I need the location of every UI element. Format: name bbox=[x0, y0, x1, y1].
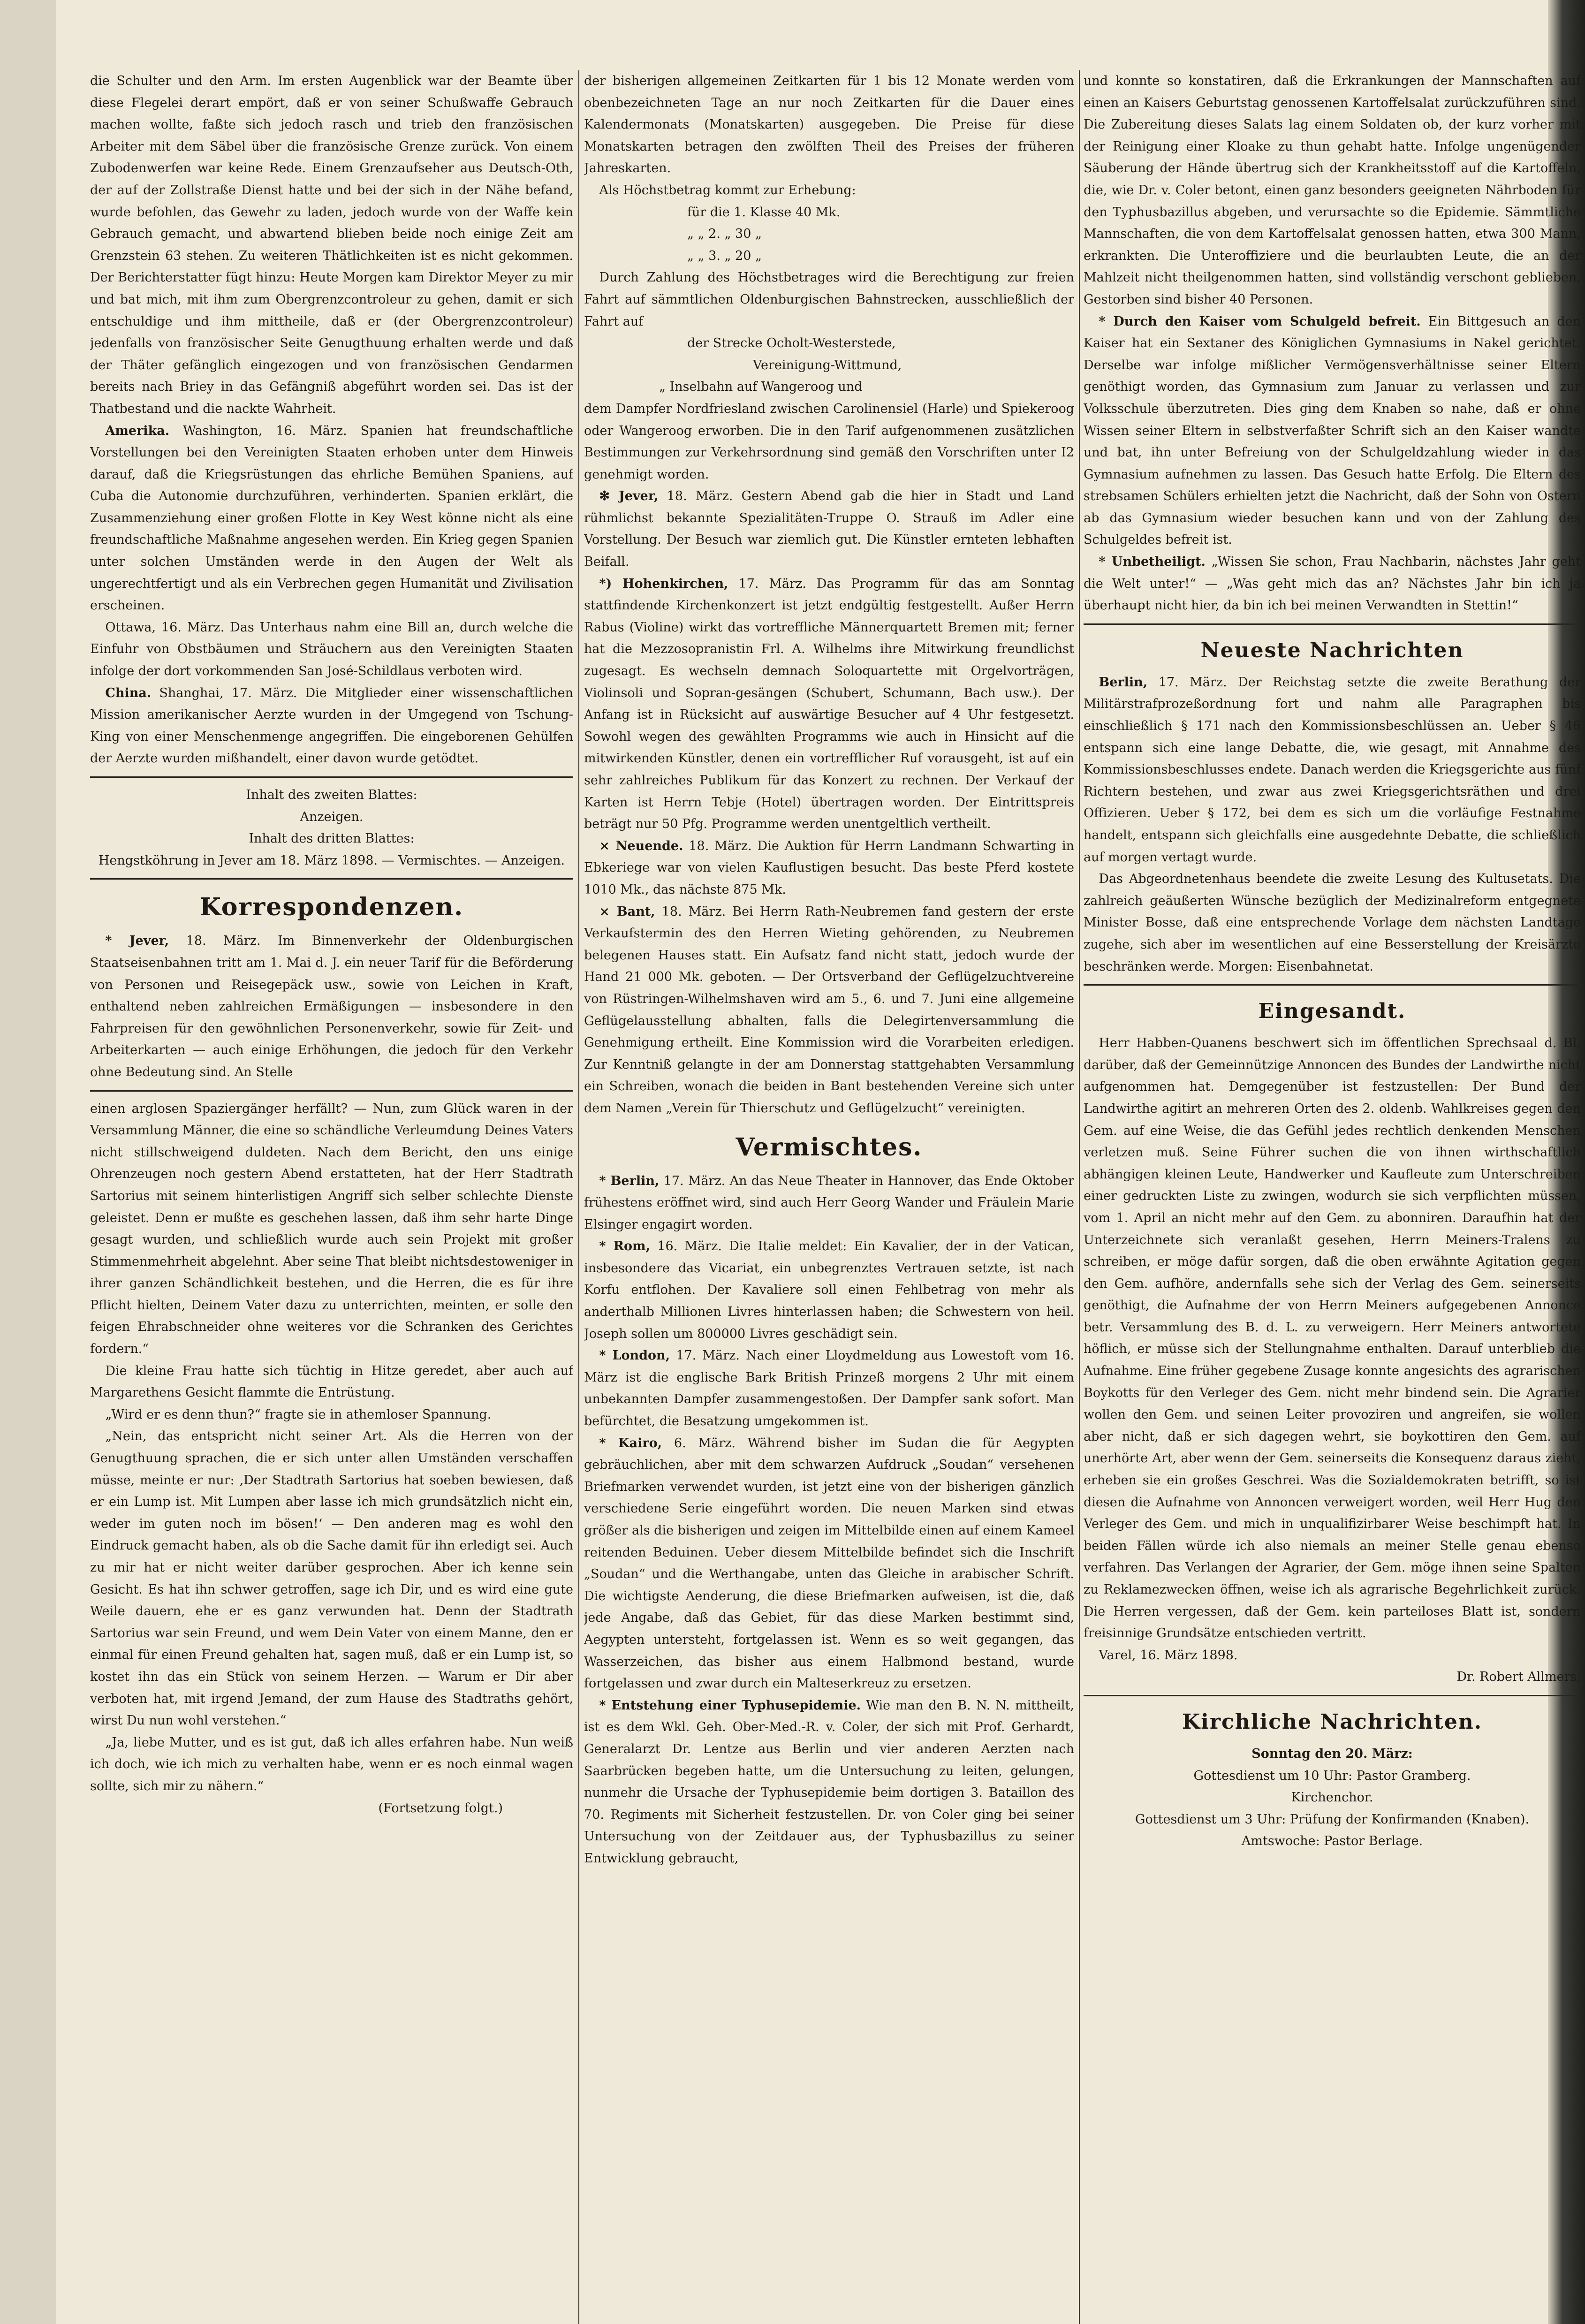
service-line: Amtswoche: Pastor Berlage. bbox=[1241, 1834, 1423, 1849]
article-neuende bbox=[584, 835, 1074, 901]
divider bbox=[90, 776, 573, 778]
route-row: Vereinigung-Wittmund, bbox=[753, 357, 902, 372]
contents-title: Inhalt des zweiten Blattes: bbox=[246, 788, 417, 802]
article-heading: * Berlin, bbox=[599, 1173, 660, 1188]
article-heading: Berlin, bbox=[1099, 675, 1148, 690]
article-text: 18. März. Gestern Abend gab die hier in Stadt und Land rühmlichst bekannte Spezialitäten-Truppe O. Strauß im Adler eine Vorstellung. Der Besuch war ziemlich gut. Die Künstler ernteten lebhaften Beifall. bbox=[584, 489, 1074, 570]
article-jever bbox=[90, 930, 573, 1083]
article-text: Ein Bittgesuch an den Kaiser hat ein Sextaner des Königlichen Gymnasiums in Nakel gerichtet. Derselbe war infolge mißlicher Vermögensverhältnisse seiner Eltern genöthigt worden, das Gymnasium zum Januar zu verlassen und zur Volksschule überzutreten. Dies ging dem Knaben so nahe, daß er ohne Wissen seiner Eltern in selbstverfaßter Schrift sich an den Kaiser wandte und bat, ihn unter Befreiung von der Schulgeldzahlung wieder in das Gymnasium aufnehmen zu lassen. Das Gesuch hatte Erfolg. Die Eltern des strebsamen Schülers erhielten jetzt die Nachricht, daß der Sohn von Ostern ab das Gymnasium wieder besuchen kann und von der Zahlung des Schulgeldes befreit ist. bbox=[1084, 314, 1581, 547]
section-title-eingesandt: Eingesandt. bbox=[1258, 999, 1406, 1024]
column-rule bbox=[1079, 70, 1080, 2324]
article-text: 17. März. Das Programm für das am Sonntag stattfindende Kirchenkonzert ist jetzt endgültig festgestellt. Außer Herrn Rabus (Violine) wirkt das vortreffliche Männerquartett Bremen mit; ferner hat die Mezzosopranistin Frl. A. Wilhelms ihre Mitwirkung freundlichst zugesagt. Es wechseln demnach Soloquartette mit Orgelvorträgen, Violinsoli und Sopran-gesängen (Schubert, Schumann, Bach usw.). Der Anfang ist in Rücksicht auf auswärtige Besucher auf 4 Uhr festgesetzt. Sowohl wegen des gewählten Programms wie auch in Hinsicht auf die mitwirkenden Künstler, denen ein vortrefflicher Ruf vorausgeht, ist auf ein sehr zahlreiches Publikum für das Konzert zu rechnen. Der Verkauf der Karten ist Herrn Tebje (Hotel) übertragen worden. Der Eintrittspreis beträgt nur 50 Pfg. Programme werden unentgeltlich vertheilt. bbox=[584, 576, 1074, 832]
fare-table bbox=[584, 202, 1074, 267]
article-hohenkirchen bbox=[584, 573, 1074, 835]
article-kaiser bbox=[1084, 311, 1581, 552]
article-jever-2 bbox=[584, 486, 1074, 573]
divider bbox=[1084, 1695, 1581, 1696]
article-text: Als Höchstbetrag kommt zur Erhebung: bbox=[599, 182, 856, 197]
article-text: Durch Zahlung des Höchstbetrages wird die Berechtigung zur freien Fahrt auf sämmtlichen Oldenburgischen Bahnstrecken, ausschließlich der Fahrt auf bbox=[584, 270, 1074, 329]
section-title-vermischtes: Vermischtes. bbox=[736, 1132, 923, 1162]
article-heading: * Unbetheiligt. bbox=[1099, 554, 1206, 570]
article-text: und konnte so konstatiren, daß die Erkrankungen der Mannschaften auf einen an Kaisers Geburtstag genossenen Kartoffelsalat zurückzuführen sind. Die Zubereitung dieses Salats lag einem Soldaten ob, der kurz vorher mit der Reinigung einer Kloake zu thun gehabt hatte. Infolge ungenügender Säuberung der Hände übertrug sich der Krankheitsstoff auf die Kartoffeln, die, wie Dr. v. Coler betont, einen ganz besonders geeigneten Nährboden für den Typhusbazillus abgeben, und verursachte so die Epidemie. Sämmtliche Mannschaften, die von dem Kartoffelsalat genossen hatten, etwa 300 Mann, erkrankten. Die Unteroffiziere und die beurlaubten Leute, die an der Mahlzeit nicht theilgenommen hatten, sind vollständig verschont geblieben. Gestorben sind bisher 40 Personen. bbox=[1084, 74, 1581, 307]
article-text: 17. März. Nach einer Lloydmeldung aus Lowestoft vom 16. März ist die englische Bark British Prinzeß morgens 2 Uhr mit einem unbekannten Dampfer zusammengestoßen. Der Dampfer sank sofort. Man befürchtet, die Besatzung umgekommen ist. bbox=[584, 1348, 1074, 1429]
article-amerika bbox=[90, 420, 573, 617]
article-heading: * London, bbox=[599, 1348, 670, 1363]
article-heading: ⨯ Neuende. bbox=[599, 838, 683, 853]
article-text: Das Abgeordnetenhaus beendete die zweite Lesung des Kultusetats. Die zahlreich geäußerten Wünsche bezüglich der Medizinalreform entgegnete Minister Bosse, daß eine entsprechende Vorlage dem nächsten Landtage zugehe, sich aber im wesentlichen auf eine Besserstellung der Kreisärzte beschränken werde. Morgen: Eisenbahnetat. bbox=[1084, 872, 1581, 974]
serial-text: „Wird er es denn thun?“ fragte sie in athemloser Spannung. bbox=[105, 1407, 492, 1422]
service-date: Sonntag den 20. März: bbox=[1251, 1746, 1413, 1761]
fare-row: „ „ 3. „ 20 „ bbox=[687, 248, 762, 263]
article-london bbox=[584, 1345, 1074, 1432]
serial-text: Die kleine Frau hatte sich tüchtig in Hitze geredet, aber auch auf Margarethens Gesicht flammte die Entrüstung. bbox=[90, 1363, 573, 1400]
article-heading: * Rom, bbox=[599, 1239, 650, 1254]
article-heading: ✻ Jever, bbox=[599, 489, 659, 504]
article-berlin-news bbox=[1084, 672, 1581, 868]
route-row: „ Inselbahn auf Wangeroog und bbox=[659, 380, 863, 395]
article-text: Ottawa, 16. März. Das Unterhaus nahm eine Bill an, durch welche die Einfuhr von Obstbäumen und Sträuchern aus den Vereinigten Staaten infolge der dort vorkommenden San José-Schildlaus verboten wird. bbox=[90, 620, 573, 679]
divider bbox=[1084, 623, 1581, 625]
article-text: 16. März. Die Italie meldet: Ein Kavalier, der in der Vatican, insbesondere das Vicariat, ein unbegrenztes Vertrauen setzte, ist nach Korfu entflohen. Der Kavaliere soll einen Fehlbetrag von mehr als anderthalb Millionen Livres hinterlassen haben; die Schwestern von heil. Joseph sollen um 800000 Livres geschädigt sein. bbox=[584, 1239, 1074, 1341]
section-title-kirchliche: Kirchliche Nachrichten. bbox=[1182, 1709, 1483, 1734]
divider bbox=[90, 1090, 573, 1092]
article-kairo bbox=[584, 1433, 1074, 1695]
divider bbox=[90, 878, 573, 880]
article-unbetheiligt bbox=[1084, 551, 1581, 617]
article-heading: ⨯ Bant, bbox=[599, 904, 655, 919]
service-line: Gottesdienst um 10 Uhr: Pastor Gramberg. bbox=[1193, 1768, 1471, 1783]
article-text: 18. März. Im Binnenverkehr der Oldenburgischen Staatseisenbahnen tritt am 1. Mai d. J. ein neuer Tarif für die Beförderung von Personen und Reisegepäck usw., sowie von Leichen in Kraft, enthaltend neben zahlreichen Ermäßigungen — insbesondere in den Fahrpreisen für den gewöhnlichen Personenverkehr, sowie für Zeit- und Arbeiterkarten — auch einige Erhöhungen, die jedoch für den Verkehr ohne Bedeutung sind. An Stelle bbox=[90, 934, 573, 1079]
article-text: Washington, 16. März. Spanien hat freundschaftliche Vorstellungen bei den Vereinigten Staaten erhoben unter dem Hinweis darauf, daß die Kriegsrüstungen das ehrliche Bemühen Spaniens, auf Cuba die Autonomie durchzuführen, verhinderten. Spanien erklärt, die Zusammenziehung einer großen Flotte in Key West könne nicht als eine freundschaftliche Maßnahme angesehen werden. Ein Krieg gegen Spanien unter solchen Umständen werde in den Augen der Welt als ungerechtfertigt und als ein Verbrechen gegen Humanität und Zivilisation erscheinen. bbox=[90, 423, 573, 613]
divider bbox=[1084, 984, 1581, 986]
article-heading: *) Hohenkirchen, bbox=[599, 576, 728, 591]
article-bant bbox=[584, 901, 1074, 1120]
service-line: Gottesdienst um 3 Uhr: Prüfung der Konfirmanden (Knaben). bbox=[1135, 1812, 1530, 1827]
section-heading: China. bbox=[105, 685, 152, 700]
column-rule bbox=[578, 70, 579, 2324]
article-typhus bbox=[584, 1695, 1074, 1870]
article-berlin bbox=[584, 1170, 1074, 1236]
contents-body: Hengstköhrung in Jever am 18. März 1898. — Vermischtes. — Anzeigen. bbox=[98, 853, 565, 868]
article-text: der bisherigen allgemeinen Zeitkarten für 1 bis 12 Monate werden vom obenbezeichneten Tage an nur noch Zeitkarten für die Dauer eines Kalendermonats (Monatskarten) ausgegeben. Die Preise für diese Monatskarten betragen den zwölften Theil des Preises der früheren Jahreskarten. bbox=[584, 74, 1074, 176]
section-heading: Amerika. bbox=[105, 423, 170, 438]
newspaper-page bbox=[56, 0, 1581, 2324]
article-text: dem Dampfer Nordfriesland zwischen Carolinensiel (Harle) und Spiekeroog oder Wangeroog erworben. Die in den Tarif aufgenommenen zusätzlichen Bestimmungen zur Verkehrsordnung sind gemäß den Vorschriften unter I2 genehmigt worden. bbox=[584, 401, 1074, 482]
article-china bbox=[90, 683, 573, 770]
article-text: 6. März. Während bisher im Sudan die für Aegypten gebräuchlichen, aber mit dem schwarzen Aufdruck „Soudan“ versehenen Briefmarken verwendet wurden, ist jetzt eine von der bisherigen gänzlich verschiedene Serie eingeführt worden. Die neuen Marken sind etwas größer als die bisherigen und zeigen im Mittelbilde einen auf einem Kameel reitenden Beduinen. Ueber diesem Mittelbilde befindet sich die Inschrift „Soudan“ und die Werthangabe, unten das Gleiche in arabischer Schrift. Die wichtigste Aenderung, die diese Briefmarken aufweisen, ist die, daß jede Angabe, daß das Gebiet, für das diese Marken bestimmt sind, Aegypten untersteht, fortgelassen ist. Wenn es so weit gegangen, das Wasserzeichen, das bisher aus einem Halbmond bestand, wurde fortgelassen und zwar durch ein Malteserkreuz zu ersetzen. bbox=[584, 1435, 1074, 1691]
article-text: 17. März. An das Neue Theater in Hannover, das Ende Oktober frühestens eröffnet wird, sind auch Herr Georg Wander und Fräulein Marie Elsinger engagirt worden. bbox=[584, 1173, 1074, 1232]
article-text: die Schulter und den Arm. Im ersten Augenblick war der Beamte über diese Flegelei derart empört, daß er von seiner Schußwaffe Gebrauch machen wollte, faßte sich jedoch rasch und trieb den französischen Arbeiter mit dem Säbel über die französische Grenze zurück. Von einem Zubodenwerfen war keine Rede. Einem Grenzaufseher aus Deutsch-Oth, der auf der Zollstraße Dienst hatte und bei der sich in der Nähe befand, wurde befohlen, das Gewehr zu laden, jedoch wurde von der Waffe kein Gebrauch gemacht, und abwartend blieben beide noch einige Zeit am Grenzstein 63 stehen. Zu weiteren Thätlichkeiten ist es nicht gekommen. Der Berichterstatter fügt hinzu: Heute Morgen kam Direktor Meyer zu mir und bat mich, mit ihm zum Obergrenzcontroleur zu gehen, damit er sich entschuldige und ihm mittheile, daß er (der Obergrenzcontroleur) jedenfalls von französischer Seite Genugthuung erhalten werde und daß der Thäter gefänglich eingezogen und von französischen Gendarmen bereits nach Briey in das Gefängniß abgeführt worden sei. Das ist der Thatbestand und die nackte Wahrheit. bbox=[90, 74, 573, 416]
contents-title: Inhalt des dritten Blattes: bbox=[249, 831, 415, 846]
fare-row: für die 1. Klasse 40 Mk. bbox=[687, 205, 841, 220]
article-text: „Wissen Sie schon, Frau Nachbarin, nächstes Jahr geht die Welt unter!“ — „Was geht mich das an? Nächstes Jahr bin ich ja überhaupt nicht hier, da bin ich bei meinen Verwandten in Stettin!“ bbox=[1084, 554, 1581, 613]
section-title-neueste: Neueste Nachrichten bbox=[1200, 638, 1464, 662]
serial-text: einen arglosen Spaziergänger herfällt? — Nun, zum Glück waren in der Versammlung Männer, die eine so schändliche Verleumdung Deines Vaters nicht stillschweigend duldeten. Nach dem Bericht, den uns einige Ohrenzeugen noch gestern Abend erstatteten, hat der Herr Stadtrath Sartorius mit seinem hinterlistigen Angriff sich selber schlechte Dienste geleistet. Denn er mußte es geschehen lassen, daß ihm sehr harte Dinge gesagt wurden, und schließlich wurde auch sein Projekt mit großer Stimmenmehrheit abgelehnt. Aber seine That bleibt nichtsdestoweniger in ihrer ganzen Schändlichkeit bestehen, und die Herren, die es für ihre Pflicht hielten, Deinem Vater dazu zu unterrichten, meinten, er solle den feigen Ehrabschneider ohne weiteres vor die Schranken des Gerichtes fordern.“ bbox=[90, 1101, 573, 1357]
article-text: 18. März. Bei Herrn Rath-Neubremen fand gestern der erste Verkaufstermin des den Herren Wieting gehörenden, zu Neubremen belegenen Hauses statt. Ein Aufsatz fand nicht statt, jedoch wurde der Hand 21 000 Mk. geboten. — Der Ortsverband der Geflügelzuchtvereine von Rüstringen-Wilhelmshaven wird am 5., 6. und 7. Juni eine allgemeine Geflügelausstellung abhalten, falls die Delegirtenversammlung die Genehmigung ertheilt. Eine Kommission wird die Vorarbeiten erledigen. Zur Kenntniß gelangte in der am Donnerstag stattgehabten Versammlung ein Schreiben, wonach die beiden in Bant bestehenden Vereine sich unter dem Namen „Verein für Thierschutz und Geflügelzucht“ vereinigten. bbox=[584, 904, 1074, 1116]
route-list bbox=[584, 333, 1074, 398]
serial-text: „Nein, das entspricht nicht seiner Art. Als die Herren von der Genugthuung sprachen, die er sich unter allen Umständen verschaffen müsse, meinte er nur: ‚Der Stadtrath Sartorius hat soeben bewiesen, daß er ein Lump ist. Mit Lumpen aber lasse ich mich grundsätzlich nicht ein, weder im guten noch im bösen!‘ — Den anderen mag es wohl den Eindruck gemacht haben, als ob die Sache damit für ihn erledigt sei. Auch zu mir hat er nicht weiter darüber gesprochen. Aber ich kenne sein Gesicht. Es hat ihn schwer getroffen, sage ich Dir, und es wird eine gute Weile dauern, ehe er es ganz verwunden hat. Denn der Stadtrath Sartorius war sein Freund, und wem Dein Vater von einem Manne, den er einmal für einen Freund gehalten hat, sagen muß, daß er ein Lump ist, so kostet ihn das ein Stück von seinem Herzen. — Warum er Dir aber verboten hat, mit irgend Jemand, der zum Hause des Stadtraths gehört, wirst Du nun wohl verstehen.“ bbox=[90, 1429, 573, 1728]
article-heading: * Jever, bbox=[105, 934, 169, 949]
article-text: Wie man den B. N. N. mittheilt, ist es dem Wkl. Geh. Ober-Med.-R. v. Coler, der sich mit Prof. Gerhardt, Generalarzt Dr. Lentze aus Berlin und vier anderen Aerzten nach Saarbrücken begeben hatte, um die Untersuchung zu leiten, gelungen, nunmehr die Ursache der Typhusepidemie beim dortigen 3. Bataillon des 70. Regiments mit Sicherheit festzustellen. Dr. von Coler ging bei seiner Untersuchung von der Zeitdauer aus, der Typhusbazillus zu seiner Entwicklung gebraucht, bbox=[584, 1698, 1074, 1866]
letter-text: Herr Habben-Quanens beschwert sich im öffentlichen Sprechsaal d. Bl. darüber, daß der Gemeinnützige Annoncen des Bundes der Landwirthe nicht aufgenommen hat. Demgegenüber ist festzustellen: Der Bund der Landwirthe agitirt an mehreren Orten des 2. oldenb. Wahlkreises gegen den Gem. auf eine Weise, die das Gefühl jedes rechtlich denkenden Menschen verletzen muß. Seine Führer suchen die von ihnen wirthschaftlich abhängigen kleinen Leute, Handwerker und Kaufleute zum Unterschreiben einer gedruckten Liste zu zwingen, wodurch sie sich verpflichten müssen, vom 1. April an nicht mehr auf den Gem. zu abonniren. Daraufhin hat der Unterzeichnete sich veranlaßt gesehen, Herrn Meiners-Tralens zu schreiben, er möge dafür sorgen, daß die oben erwähnte Agitation gegen den Gem. aufhöre, andernfalls sehe sich der Verlag des Gem. seinerseits genöthigt, die Aufnahme der von Herrn Meiners aufgegebenen Annonce betr. Versammlung des B. d. L. zu verweigern. Herr Meiners antwortete höflich, er müsse sich der Stellungnahme enthalten. Darauf unterblieb die Aufnahme. Eine früher gegebene Zusage konnte angesichts des agrarischen Boykotts für den Verleger des Gem. nicht mehr bindend sein. Die Agrarier wollen den Gem. und seinen Leiter provoziren und angreifen, sie wollen aber nicht, daß er sich dagegen wehrt, sie boykottiren den Gem. auf unerhörte Art, aber wenn der Gem. seinerseits die Konsequenz daraus zieht, erheben sie ein großes Geschrei. Was die Sozialdemokraten betrifft, so ist diesen die Aufnahme von Annoncen verweigert worden, weil Herr Hug den Verleger des Gem. und mich in unqualifizirbarer Weise beschimpft hat. In beiden Fällen würde ich also niemals an meiner Stelle genau ebenso verfahren. Das Verlangen der Agrarier, der Gem. möge ihnen seine Spalten zu Reklamezwecken öffnen, weise ich als agrarische Begehrlichkeit zurück. Die Herren vergessen, daß der Gem. kein parteiloses Blatt ist, sondern freisinnige Grundsätze entschieden vertritt. bbox=[1084, 1036, 1581, 1641]
letter-signature: Dr. Robert Allmers. bbox=[1456, 1670, 1581, 1685]
article-heading: * Entstehung einer Typhusepidemie. bbox=[599, 1698, 861, 1713]
article-text: Shanghai, 17. März. Die Mitglieder einer wissenschaftlichen Mission amerikanischer Aerzte wurden in der Umgegend von Tschung-King von einer Menschenmenge angegriffen. Die eingeborenen Gehülfen der Aerzte wurden mißhandelt, einer davon wurde getödtet. bbox=[90, 685, 573, 766]
route-row: der Strecke Ocholt-Westerstede, bbox=[687, 336, 896, 351]
column-3 bbox=[1084, 70, 1581, 2324]
article-heading: * Durch den Kaiser vom Schulgeld befreit. bbox=[1099, 314, 1421, 329]
contents-body: Anzeigen. bbox=[300, 809, 364, 824]
article-rom bbox=[584, 1236, 1074, 1345]
letter-place-date: Varel, 16. März 1898. bbox=[1099, 1648, 1238, 1663]
article-text: 17. März. Der Reichstag setzte die zweite Berathung der Militärstrafprozeßordnung fort und nahm alle Paragraphen bis einschließlich § 171 nach den Kommissionsbeschlüssen an. Ueber § 46 entspann sich eine lange Debatte, die, wie gesagt, mit Annahme des Kommissionsbeschlusses endete. Danach werden die Kriegsgerichte aus fünf Richtern bestehen, und zwar aus zwei Kriegsgerichtsräthen und drei Offizieren. Ueber § 172, bei dem es sich um die vorläufige Festnahme handelt, entspann sich gleichfalls eine ausgedehnte Debatte, die schließlich auf morgen vertagt wurde. bbox=[1084, 675, 1581, 865]
section-title-korrespondenzen: Korrespondenzen. bbox=[199, 893, 464, 922]
serial-text: „Ja, liebe Mutter, und es ist gut, daß ich alles erfahren habe. Nun weiß ich doch, wie ich mich zu verhalten habe, wenn er es noch einmal wagen sollte, sich mir zu nähern.“ bbox=[90, 1735, 573, 1793]
article-text: 18. März. Die Auktion für Herrn Landmann Schwarting in Ebkeriege war von vielen Kauflustigen besucht. Das beste Pferd kostete 1010 Mk., das nächste 875 Mk. bbox=[584, 838, 1074, 897]
column-2 bbox=[584, 70, 1074, 2324]
continuation-note: (Fortsetzung folgt.) bbox=[378, 1800, 503, 1815]
service-line: Kirchenchor. bbox=[1291, 1790, 1373, 1805]
article-heading: * Kairo, bbox=[599, 1435, 662, 1451]
fare-row: „ „ 2. „ 30 „ bbox=[687, 227, 762, 242]
column-1 bbox=[90, 70, 573, 2324]
